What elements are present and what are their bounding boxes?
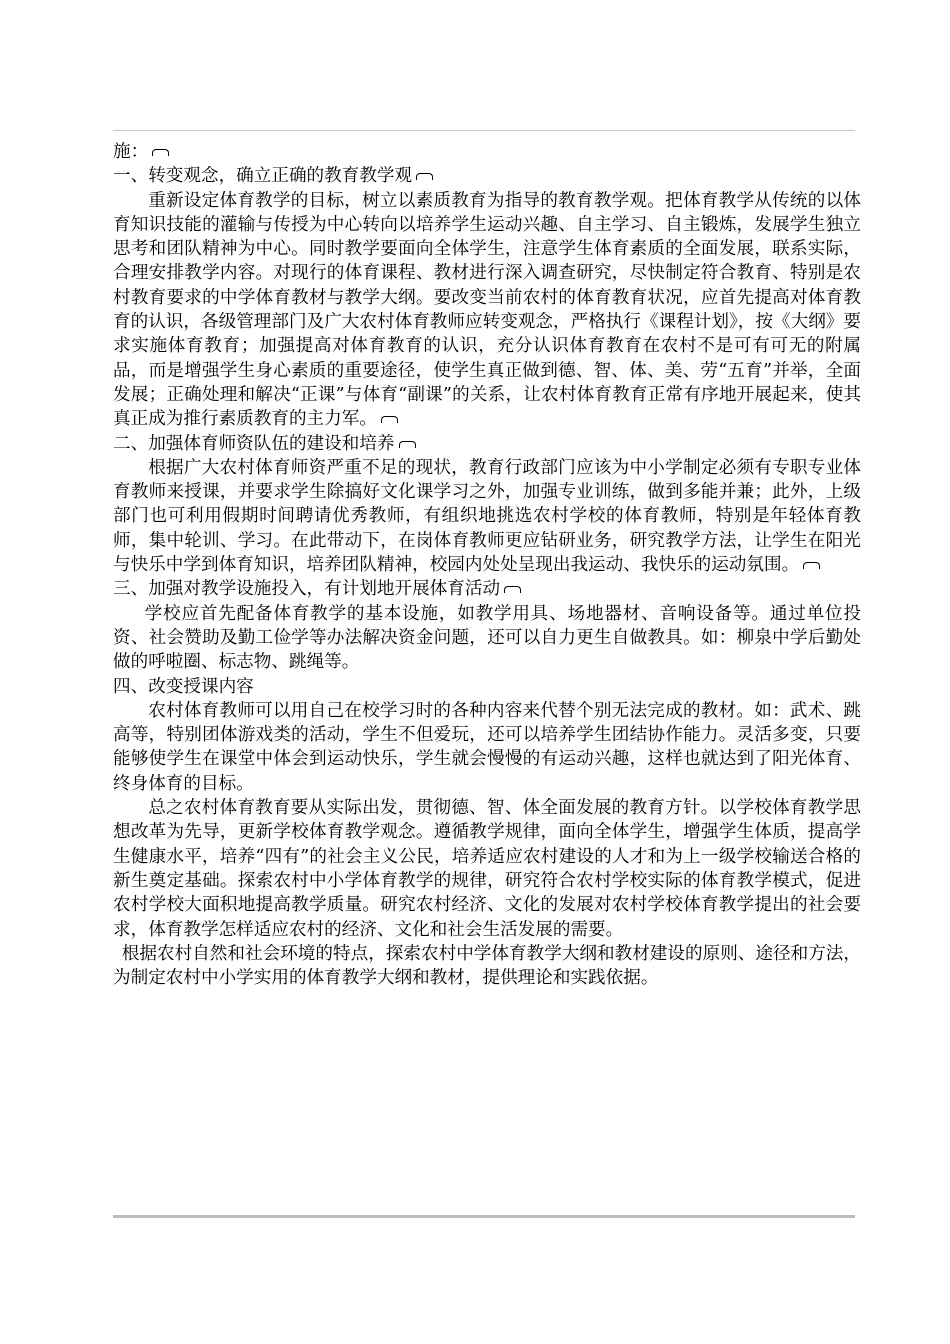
paragraph-text: 根据广大农村体育师资严重不足的现状，教育行政部门应该为中小学制定必须有专职专业体育教师来授课，并要求学生除搞好文化课学习之外，加强专业训练，做到多能并兼；此外，上级部门也可利用假期时间聘请优秀教师，有组织地挑选农村学校的体育教师，特别是年轻体育教师，集中轮训、学习。在此带动下，在岗体育教师更应钻研业务，研究教学方法，让学生在阳光与快乐中学到体育知识，培养团队精神，校园内处处呈现出我运动、我快乐的运动氛围。	[113, 457, 861, 576]
paragraph-6: 根据农村自然和社会环境的特点，探索农村中学体育教学大纲和教材建设的原则、途径和方法，为制定农村中小学实用的体育教学大纲和教材，提供理论和实践依据。	[113, 943, 861, 989]
paragraph-mark-icon	[399, 441, 416, 448]
heading-text: 二、加强体育师资队伍的建设和培养	[113, 433, 395, 454]
heading-3	[113, 577, 861, 601]
paragraph-3: 学校应首先配备体育教学的基本设施，如教学用具、场地器材、音响设备等。通过单位投资、社会赞助及勤工俭学等办法解决资金问题，还可以自力更生自做教具。如：柳泉中学后勤处做的呼啦圈、标志物、跳绳等。	[113, 603, 861, 673]
heading-4: 四、改变授课内容	[113, 676, 254, 697]
paragraph-1	[113, 189, 861, 432]
heading-text: 三、加强对教学设施投入，有计划地开展体育活动	[113, 579, 501, 600]
paragraph-mark-icon	[416, 173, 433, 180]
heading-text: 一、转变观念，确立正确的教育教学观	[113, 166, 413, 187]
document-body	[113, 140, 861, 990]
heading-1	[113, 164, 861, 188]
paragraph-mark-icon	[803, 562, 820, 569]
paragraph-mark-icon	[152, 149, 169, 156]
paragraph-text: 施：	[113, 142, 149, 162]
header-rule	[113, 130, 855, 131]
paragraph-5: 总之农村体育教育要从实际出发，贯彻德、智、体全面发展的教育方针。以学校体育教学思想改革为先导，更新学校体育教学观念。遵循教学规律，面向全体学生，增强学生体质，提高学生健康水平，培养“四有”的社会主义公民，培养适应农村建设的人才和为上一级学校输送合格的新生奠定基础。探索农村中小学体育教学的规律，研究符合农村学校实际的体育教学模式，促进农村学校大面积地提高教学质量。研究农村经济、文化的发展对农村学校体育教学提出的社会要求，体育教学怎样适应农村的经济、文化和社会生活发展的需要。	[113, 798, 861, 940]
paragraph-text: 重新设定体育教学的目标，树立以素质教育为指导的教育教学观。把体育教学从传统的以体育知识技能的灌输与传授为中心转向以培养学生运动兴趣、自主学习、自主锻炼，发展学生独立思考和团队精神为中心。同时教学要面向全体学生，注意学生体育素质的全面发展，联系实际，合理安排教学内容。对现行的体育课程、教材进行深入调查研究，尽快制定符合教育、特别是农村教育要求的中学体育教材与教学大纲。要改变当前农村的体育教育状况，应首先提高对体育教育的认识，各级管理部门及广大农村体育教师应转变观念，严格执行《课程计划》，按《大纲》要求实施体育教育；加强提高对体育教育的认识，充分认识体育教育在农村不是可有可无的附属品，而是增强学生身心素质的重要途径，使学生真正做到德、智、体、美、劳“五育”并举，全面发展；正确处理和解决“正课”与体育“副课”的关系，让农村体育教育正常有序地开展起来，使其真正成为推行素质教育的主力军。	[113, 190, 861, 430]
footer-rule	[113, 1215, 855, 1218]
paragraph-mark-icon	[381, 416, 398, 423]
paragraph-mark-icon	[504, 586, 521, 593]
heading-2	[113, 432, 861, 456]
paragraph-2	[113, 456, 861, 577]
section-intro	[113, 140, 861, 164]
paragraph-4: 农村体育教师可以用自己在校学习时的各种内容来代替个别无法完成的教材。如：武术、跳高等，特别团体游戏类的活动，学生不但爱玩，还可以培养学生团结协作能力。灵活多变，只要能够使学生在课堂中体会到运动快乐，学生就会慢慢的有运动兴趣，这样也就达到了阳光体育、终身体育的目标。	[113, 700, 861, 794]
